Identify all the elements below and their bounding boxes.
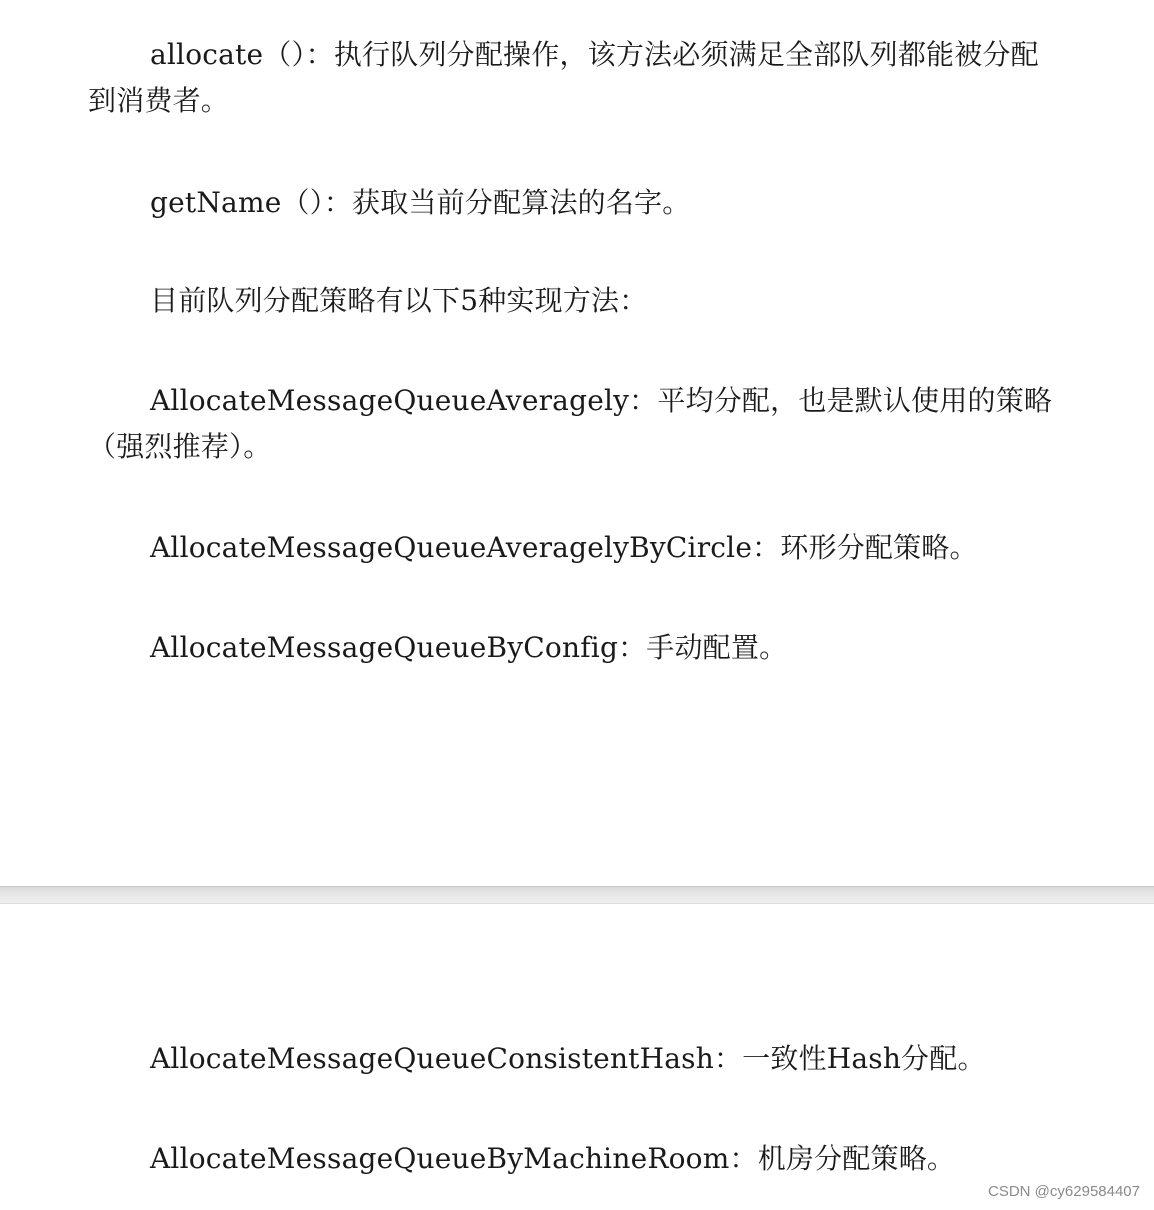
paragraph-strategy-by-machine-room: AllocateMessageQueueByMachineRoom：机房分配策略。	[150, 1142, 956, 1175]
paragraph-strategy-averagely: AllocateMessageQueueAveragely：平均分配，也是默认使用的策略（强烈推荐）。	[88, 384, 1053, 463]
paragraph-strategy-averagely-by-circle: AllocateMessageQueueAveragelyByCircle：环形分配策略。	[150, 531, 978, 564]
paragraph-strategy-by-config: AllocateMessageQueueByConfig：手动配置。	[150, 631, 788, 664]
paragraph-strategy-consistent-hash: AllocateMessageQueueConsistentHash：一致性Hash分配。	[150, 1042, 986, 1075]
paragraph-strategies-intro: 目前队列分配策略有以下5种实现方法：	[150, 284, 648, 317]
paragraph-getname-method: getName（）：获取当前分配算法的名字。	[150, 186, 691, 219]
paragraph-allocate-method: allocate（）：执行队列分配操作，该方法必须满足全部队列都能被分配到消费者。	[88, 38, 1039, 117]
watermark: CSDN @cy629584407	[988, 1183, 1140, 1200]
document-page-bottom	[0, 904, 1154, 1210]
page-separator	[0, 886, 1154, 904]
